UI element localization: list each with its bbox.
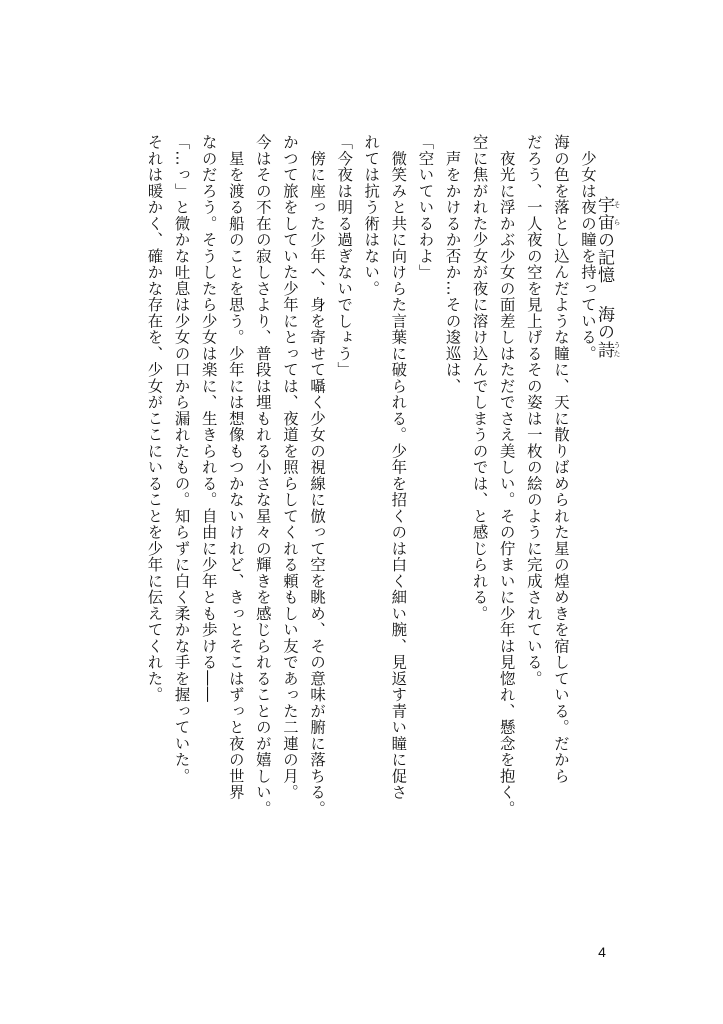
- text-line-13: 今はその不在の寂しさより、普段は埋もれる小さな星々の輝きを感じられることのが嬉しい。: [253, 134, 272, 817]
- text-line-5: 空に焦がれた少女が夜に溶け込んでしまうのでは、と感じられる。: [470, 134, 489, 622]
- text-line-16: 「…っ」と微かな吐息は少女の口から漏れたもの。知らずに白く柔かな手を握っていた。: [172, 134, 191, 784]
- text-line-2: 海の色を落とし込んだような瞳に、天に散りばめられた星の煌めきを宿している。だから: [551, 134, 570, 784]
- text-line-6: 声をかけるか否か…その逡巡は、: [443, 134, 462, 394]
- title-word-kioku: の記憶: [594, 231, 614, 284]
- text-line-10: 「今夜は明る過ぎないでしょう」: [335, 134, 354, 378]
- text-line-9: れては抗う術はない。: [362, 134, 381, 297]
- text-line-8: 微笑みと共に向けらた言葉に破られる。少年を招くのは白く細い腕、見返す青い瞳に促さ: [389, 134, 408, 801]
- text-line-17: それは暖かく、確かな存在を、少女がここにいることを少年に伝えてくれた。: [145, 134, 164, 703]
- title-word-uta: 詩 うた: [594, 340, 621, 358]
- text-line-4: 夜光に浮かぶ少女の面差しはただでさえ美しい。その佇まいに少年は見惚れ、懸念を抱く。: [497, 134, 516, 817]
- text-line-15: なのだろう。そうしたら少女は楽に、生きられる。自由に少年とも歩ける――: [199, 134, 218, 703]
- page-number: 4: [598, 944, 606, 960]
- text-line-11: 傍に座った少年へ、身を寄せて囁く少女の視線に倣って空を眺め、その意味が腑に落ちる。: [308, 134, 327, 817]
- text-line-12: かつて旅をしていた少年にとっては、夜道を照らしてくれる頼もしい友であった二連の月。: [280, 134, 299, 801]
- body-text: [145, 134, 601, 874]
- title-word-umino: 海の: [594, 305, 614, 341]
- text-line-14: 星を渡る船のことを思う。少年には想像もつかないけれど、きっとそこはずっと夜の世界: [226, 134, 245, 801]
- title-word-sora: 宇宙 そら: [594, 196, 621, 231]
- text-line-1: 少女は夜の瞳を持っている。: [579, 134, 597, 362]
- text-line-7: 「空いているわよ」: [416, 134, 435, 281]
- text-line-3: だろう、一人夜の空を見上げるその姿は一枚の絵のように完成されている。: [524, 134, 543, 687]
